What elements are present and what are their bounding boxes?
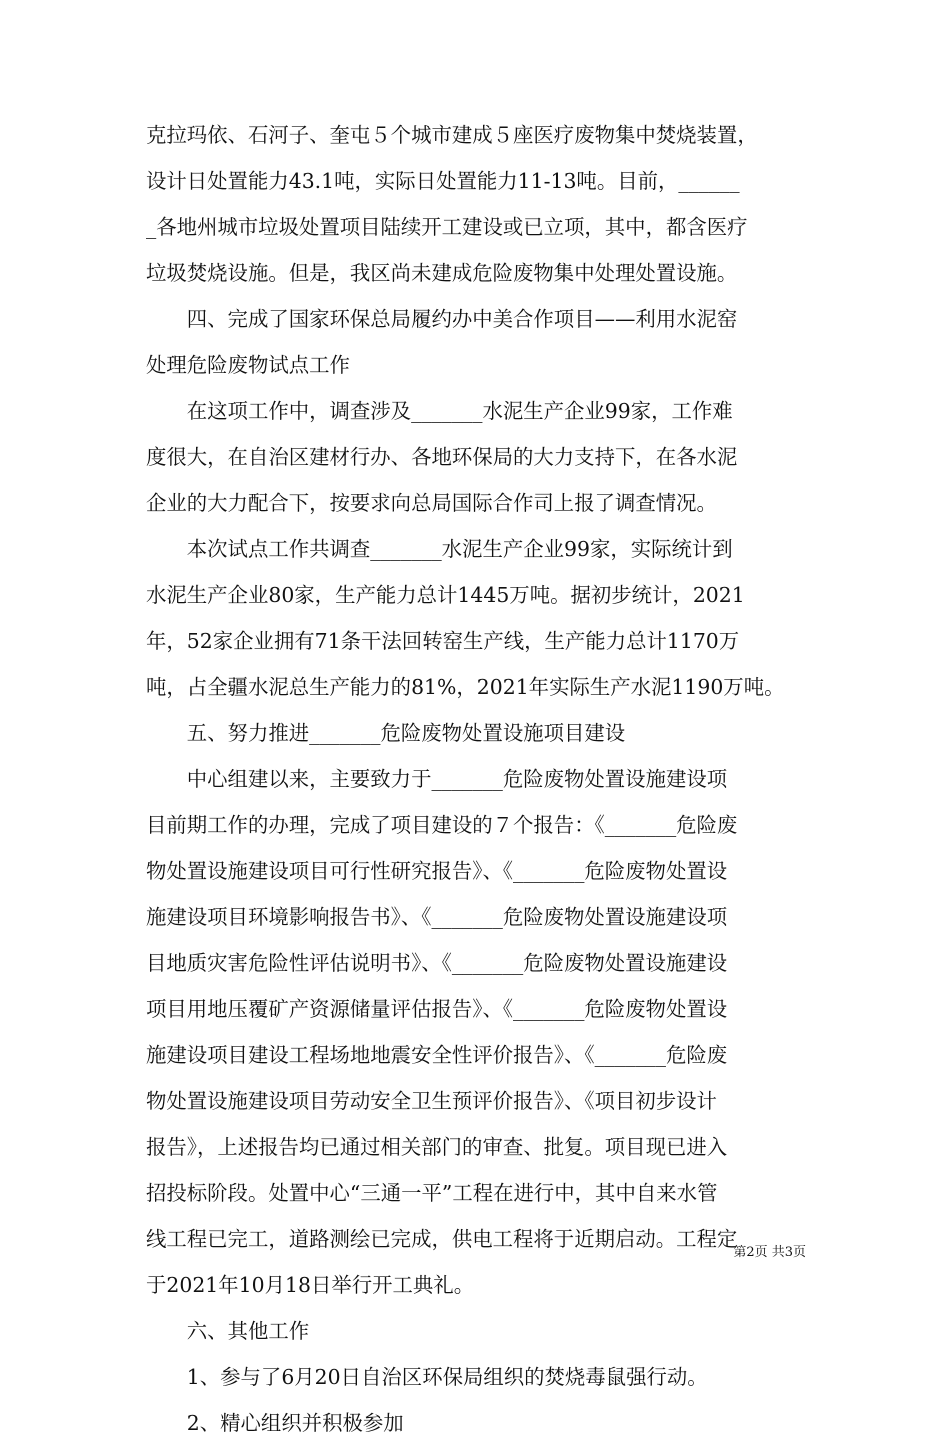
text-line: 招投标阶段。处置中心“三通一平”工程在进行中，其中自来水管 — [146, 1181, 718, 1205]
text-line: 年，52家企业拥有71条干法回转窑生产线，生产能力总计1170万 — [146, 629, 740, 653]
text-line: 物处置设施建设项目劳动安全卫生预评价报告》、《项目初步设计 — [146, 1089, 717, 1113]
text-line: 垃圾焚烧设施。但是，我区尚未建成危险废物集中处理处置设施。 — [146, 261, 738, 285]
text-line: 克拉玛依、石河子、奎屯５个城市建成５座医疗废物集中焚烧装置， — [146, 123, 758, 147]
text-line: 处理危险废物试点工作 — [146, 353, 350, 377]
page-footer: 第2页 共3页 — [733, 1245, 806, 1260]
text-line: 六、其他工作 — [146, 1319, 310, 1343]
text-line: _各地州城市垃圾处置项目陆续开工建设或已立项，其中，都含医疗 — [146, 215, 748, 239]
text-line: 报告》，上述报告均已通过相关部门的审查、批复。项目现已进入 — [146, 1135, 728, 1159]
text-line: 度很大，在自治区建材行办、各地环保局的大力支持下，在各水泥 — [146, 445, 738, 469]
text-line: 在这项工作中，调查涉及_______水泥生产企业99家，工作难 — [146, 399, 733, 423]
text-line: 设计日处置能力43.1吨，实际日处置能力11-13吨。目前，______ — [146, 169, 740, 193]
text-line: 企业的大力配合下，按要求向总局国际合作司上报了调查情况。 — [146, 491, 717, 515]
text-line: 项目用地压覆矿产资源储量评估报告》、《_______危险废物处置设 — [146, 997, 728, 1021]
text-line: 物处置设施建设项目可行性研究报告》、《_______危险废物处置设 — [146, 859, 728, 883]
text-line: 目前期工作的办理，完成了项目建设的７个报告：《_______危险废 — [146, 813, 738, 837]
text-line: 五、努力推进_______危险废物处置设施项目建设 — [146, 721, 626, 745]
text-line: 中心组建以来，主要致力于_______危险废物处置设施建设项 — [146, 767, 728, 791]
text-line: 目地质灾害危险性评估说明书》、《_______危险废物处置设施建设 — [146, 951, 728, 975]
text-line: 本次试点工作共调查_______水泥生产企业99家，实际统计到 — [146, 537, 733, 561]
text-line: 四、完成了国家环保总局履约办中美合作项目——利用水泥窑 — [146, 307, 738, 331]
text-line: 施建设项目建设工程场地地震安全性评价报告》、《_______危险废 — [146, 1043, 728, 1067]
text-line: 吨，占全疆水泥总生产能力的81%，2021年实际生产水泥1190万吨。 — [146, 675, 785, 699]
text-line: 施建设项目环境影响报告书》、《_______危险废物处置设施建设项 — [146, 905, 728, 929]
text-line: 水泥生产企业80家，生产能力总计1445万吨。据初步统计，2021 — [146, 583, 745, 607]
text-line: 于2021年10月18日举行开工典礼。 — [146, 1273, 475, 1297]
text-line: 2、精心组织并积极参加 — [146, 1411, 404, 1435]
text-line: 线工程已完工，道路测绘已完成，供电工程将于近期启动。工程定 — [146, 1227, 738, 1251]
text-line: 1、参与了6月20日自治区环保局组织的焚烧毒鼠强行动。 — [146, 1365, 708, 1389]
